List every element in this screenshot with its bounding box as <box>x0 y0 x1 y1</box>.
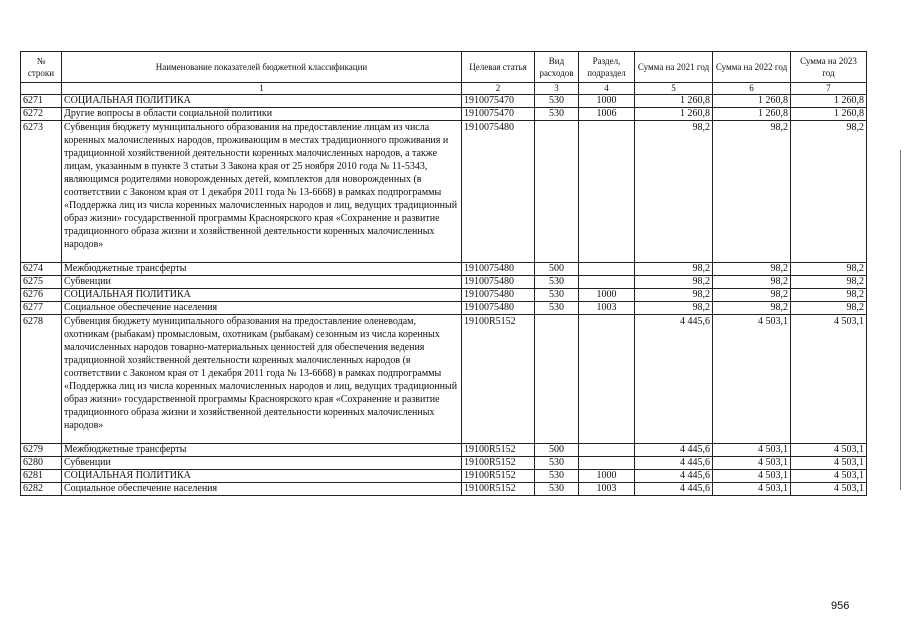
row-sum-2021: 4 445,6 <box>635 444 713 457</box>
table-row <box>21 263 867 276</box>
row-sum-2021: 98,2 <box>635 276 713 289</box>
row-sum-2023: 4 503,1 <box>791 483 867 496</box>
col-number: 3 <box>535 83 579 95</box>
row-number: 6274 <box>21 263 62 276</box>
col-number: 4 <box>579 83 635 95</box>
header-sum-2022: Сумма на 2022 год <box>713 52 791 83</box>
row-target: 19100R5152 <box>462 315 535 444</box>
row-kind: 530 <box>535 289 579 302</box>
row-sum-2022: 4 503,1 <box>713 483 791 496</box>
row-sum-2023: 4 503,1 <box>791 470 867 483</box>
row-sum-2023: 4 503,1 <box>791 457 867 470</box>
row-kind: 530 <box>535 470 579 483</box>
row-kind: 530 <box>535 302 579 315</box>
row-target: 19100R5152 <box>462 470 535 483</box>
row-section <box>579 444 635 457</box>
row-number: 6275 <box>21 276 62 289</box>
row-section: 1000 <box>579 289 635 302</box>
header-name: Наименование показателей бюджетной классификации <box>62 52 462 83</box>
row-target: 19100R5152 <box>462 457 535 470</box>
table-row <box>21 276 867 289</box>
row-sum-2022: 98,2 <box>713 121 791 263</box>
row-number: 6279 <box>21 444 62 457</box>
col-number: 5 <box>635 83 713 95</box>
row-name: Субвенции <box>62 276 462 289</box>
row-sum-2022: 98,2 <box>713 302 791 315</box>
header-section: Раздел, подраздел <box>579 52 635 83</box>
row-kind: 530 <box>535 95 579 108</box>
row-sum-2022: 98,2 <box>713 289 791 302</box>
row-sum-2023: 98,2 <box>791 263 867 276</box>
row-name: Социальное обеспечение населения <box>62 302 462 315</box>
table-row <box>21 315 867 444</box>
row-sum-2023: 4 503,1 <box>791 315 867 444</box>
row-section: 1006 <box>579 108 635 121</box>
row-kind: 530 <box>535 457 579 470</box>
row-section <box>579 276 635 289</box>
row-name: Субвенция бюджету муниципального образования на предоставление оленеводам, охотникам (рыбакам) промысловым, охотникам (рыбакам) сезонным из числа коренных малочисленных народов товарно-материальных ценностей для обеспечения ведения традиционной хозяйственной деятельности коренных малочисленных народов (в соответствии с Законом края от 1 декабря 2011 года № 13-6668) в рамках подпрограммы «Поддержка лиц из числа коренных малочисленных народов и лиц, ведущих традиционный образ жизни» государственной программы Красноярского края «Сохранение и развитие традиционного образа жизни и хозяйственной деятельности коренных малочисленных народов» <box>62 315 462 444</box>
col-number <box>21 83 62 95</box>
row-section: 1000 <box>579 95 635 108</box>
table-row <box>21 108 867 121</box>
row-sum-2021: 4 445,6 <box>635 470 713 483</box>
header-target: Целевая статья <box>462 52 535 83</box>
row-target: 1910075480 <box>462 302 535 315</box>
column-number-row <box>21 83 867 95</box>
row-name: Субвенции <box>62 457 462 470</box>
row-sum-2021: 98,2 <box>635 263 713 276</box>
row-kind: 500 <box>535 263 579 276</box>
row-sum-2021: 98,2 <box>635 302 713 315</box>
row-sum-2021: 4 445,6 <box>635 457 713 470</box>
row-name: СОЦИАЛЬНАЯ ПОЛИТИКА <box>62 289 462 302</box>
header-row-no: № строки <box>21 52 62 83</box>
row-sum-2023: 98,2 <box>791 121 867 263</box>
budget-table <box>20 51 867 496</box>
row-target: 1910075480 <box>462 263 535 276</box>
header-sum-2021: Сумма на 2021 год <box>635 52 713 83</box>
table-row <box>21 95 867 108</box>
row-kind <box>535 121 579 263</box>
row-sum-2023: 98,2 <box>791 276 867 289</box>
row-sum-2023: 98,2 <box>791 302 867 315</box>
row-number: 6282 <box>21 483 62 496</box>
table-row <box>21 302 867 315</box>
row-target: 19100R5152 <box>462 483 535 496</box>
row-sum-2022: 98,2 <box>713 263 791 276</box>
scan-edge-line <box>900 150 901 490</box>
row-number: 6271 <box>21 95 62 108</box>
col-number: 2 <box>462 83 535 95</box>
row-sum-2023: 98,2 <box>791 289 867 302</box>
row-sum-2022: 4 503,1 <box>713 457 791 470</box>
col-number: 1 <box>62 83 462 95</box>
row-target: 1910075480 <box>462 289 535 302</box>
row-sum-2023: 1 260,8 <box>791 108 867 121</box>
row-sum-2021: 1 260,8 <box>635 108 713 121</box>
row-number: 6273 <box>21 121 62 263</box>
row-sum-2022: 4 503,1 <box>713 470 791 483</box>
header-row <box>21 52 867 83</box>
row-sum-2022: 4 503,1 <box>713 315 791 444</box>
row-section <box>579 457 635 470</box>
row-sum-2021: 98,2 <box>635 289 713 302</box>
table-row <box>21 444 867 457</box>
row-target: 1910075480 <box>462 276 535 289</box>
row-section <box>579 121 635 263</box>
row-sum-2023: 4 503,1 <box>791 444 867 457</box>
row-target: 1910075470 <box>462 95 535 108</box>
row-target: 19100R5152 <box>462 444 535 457</box>
row-kind: 530 <box>535 108 579 121</box>
table-row <box>21 457 867 470</box>
table-row <box>21 121 867 263</box>
row-sum-2022: 4 503,1 <box>713 444 791 457</box>
row-section: 1003 <box>579 483 635 496</box>
row-sum-2021: 1 260,8 <box>635 95 713 108</box>
table-row <box>21 470 867 483</box>
col-number: 7 <box>791 83 867 95</box>
row-sum-2022: 1 260,8 <box>713 108 791 121</box>
row-sum-2021: 4 445,6 <box>635 483 713 496</box>
row-sum-2022: 98,2 <box>713 276 791 289</box>
row-number: 6276 <box>21 289 62 302</box>
row-name: Межбюджетные трансферты <box>62 444 462 457</box>
row-sum-2021: 98,2 <box>635 121 713 263</box>
row-kind: 500 <box>535 444 579 457</box>
row-name: СОЦИАЛЬНАЯ ПОЛИТИКА <box>62 470 462 483</box>
row-target: 1910075480 <box>462 121 535 263</box>
row-number: 6272 <box>21 108 62 121</box>
header-sum-2023: Сумма на 2023 год <box>791 52 867 83</box>
page-number: 956 <box>831 600 850 612</box>
row-name: Социальное обеспечение населения <box>62 483 462 496</box>
col-number: 6 <box>713 83 791 95</box>
row-name: СОЦИАЛЬНАЯ ПОЛИТИКА <box>62 95 462 108</box>
header-kind: Вид расходов <box>535 52 579 83</box>
table-row <box>21 483 867 496</box>
row-sum-2023: 1 260,8 <box>791 95 867 108</box>
row-number: 6280 <box>21 457 62 470</box>
row-number: 6281 <box>21 470 62 483</box>
row-name: Субвенция бюджету муниципального образования на предоставление лицам из числа коренных малочисленных народов, проживающим в местах традиционного проживания и традиционной хозяйственной деятельности коренных малочисленных народов, а также лицам, указанным в пункте 3 статьи 3 Закона края от 25 ноября 2010 года № 11-5343, являющимся родителями новорожденных детей, комплектов для новорожденных (в соответствии с Законом края от 1 декабря 2011 года № 13-6668) в рамках подпрограммы «Поддержка лиц из числа коренных малочисленных народов и лиц, ведущих традиционный образ жизни» государственной программы Красноярского края «Сохранение и развитие традиционного образа жизни и хозяйственной деятельности коренных малочисленных народов» <box>62 121 462 263</box>
row-sum-2022: 1 260,8 <box>713 95 791 108</box>
row-section: 1003 <box>579 302 635 315</box>
row-kind: 530 <box>535 276 579 289</box>
row-name: Межбюджетные трансферты <box>62 263 462 276</box>
row-name: Другие вопросы в области социальной политики <box>62 108 462 121</box>
row-target: 1910075470 <box>462 108 535 121</box>
row-number: 6277 <box>21 302 62 315</box>
row-sum-2021: 4 445,6 <box>635 315 713 444</box>
row-section <box>579 315 635 444</box>
row-number: 6278 <box>21 315 62 444</box>
row-section: 1000 <box>579 470 635 483</box>
row-kind <box>535 315 579 444</box>
row-kind: 530 <box>535 483 579 496</box>
table-row <box>21 289 867 302</box>
row-section <box>579 263 635 276</box>
